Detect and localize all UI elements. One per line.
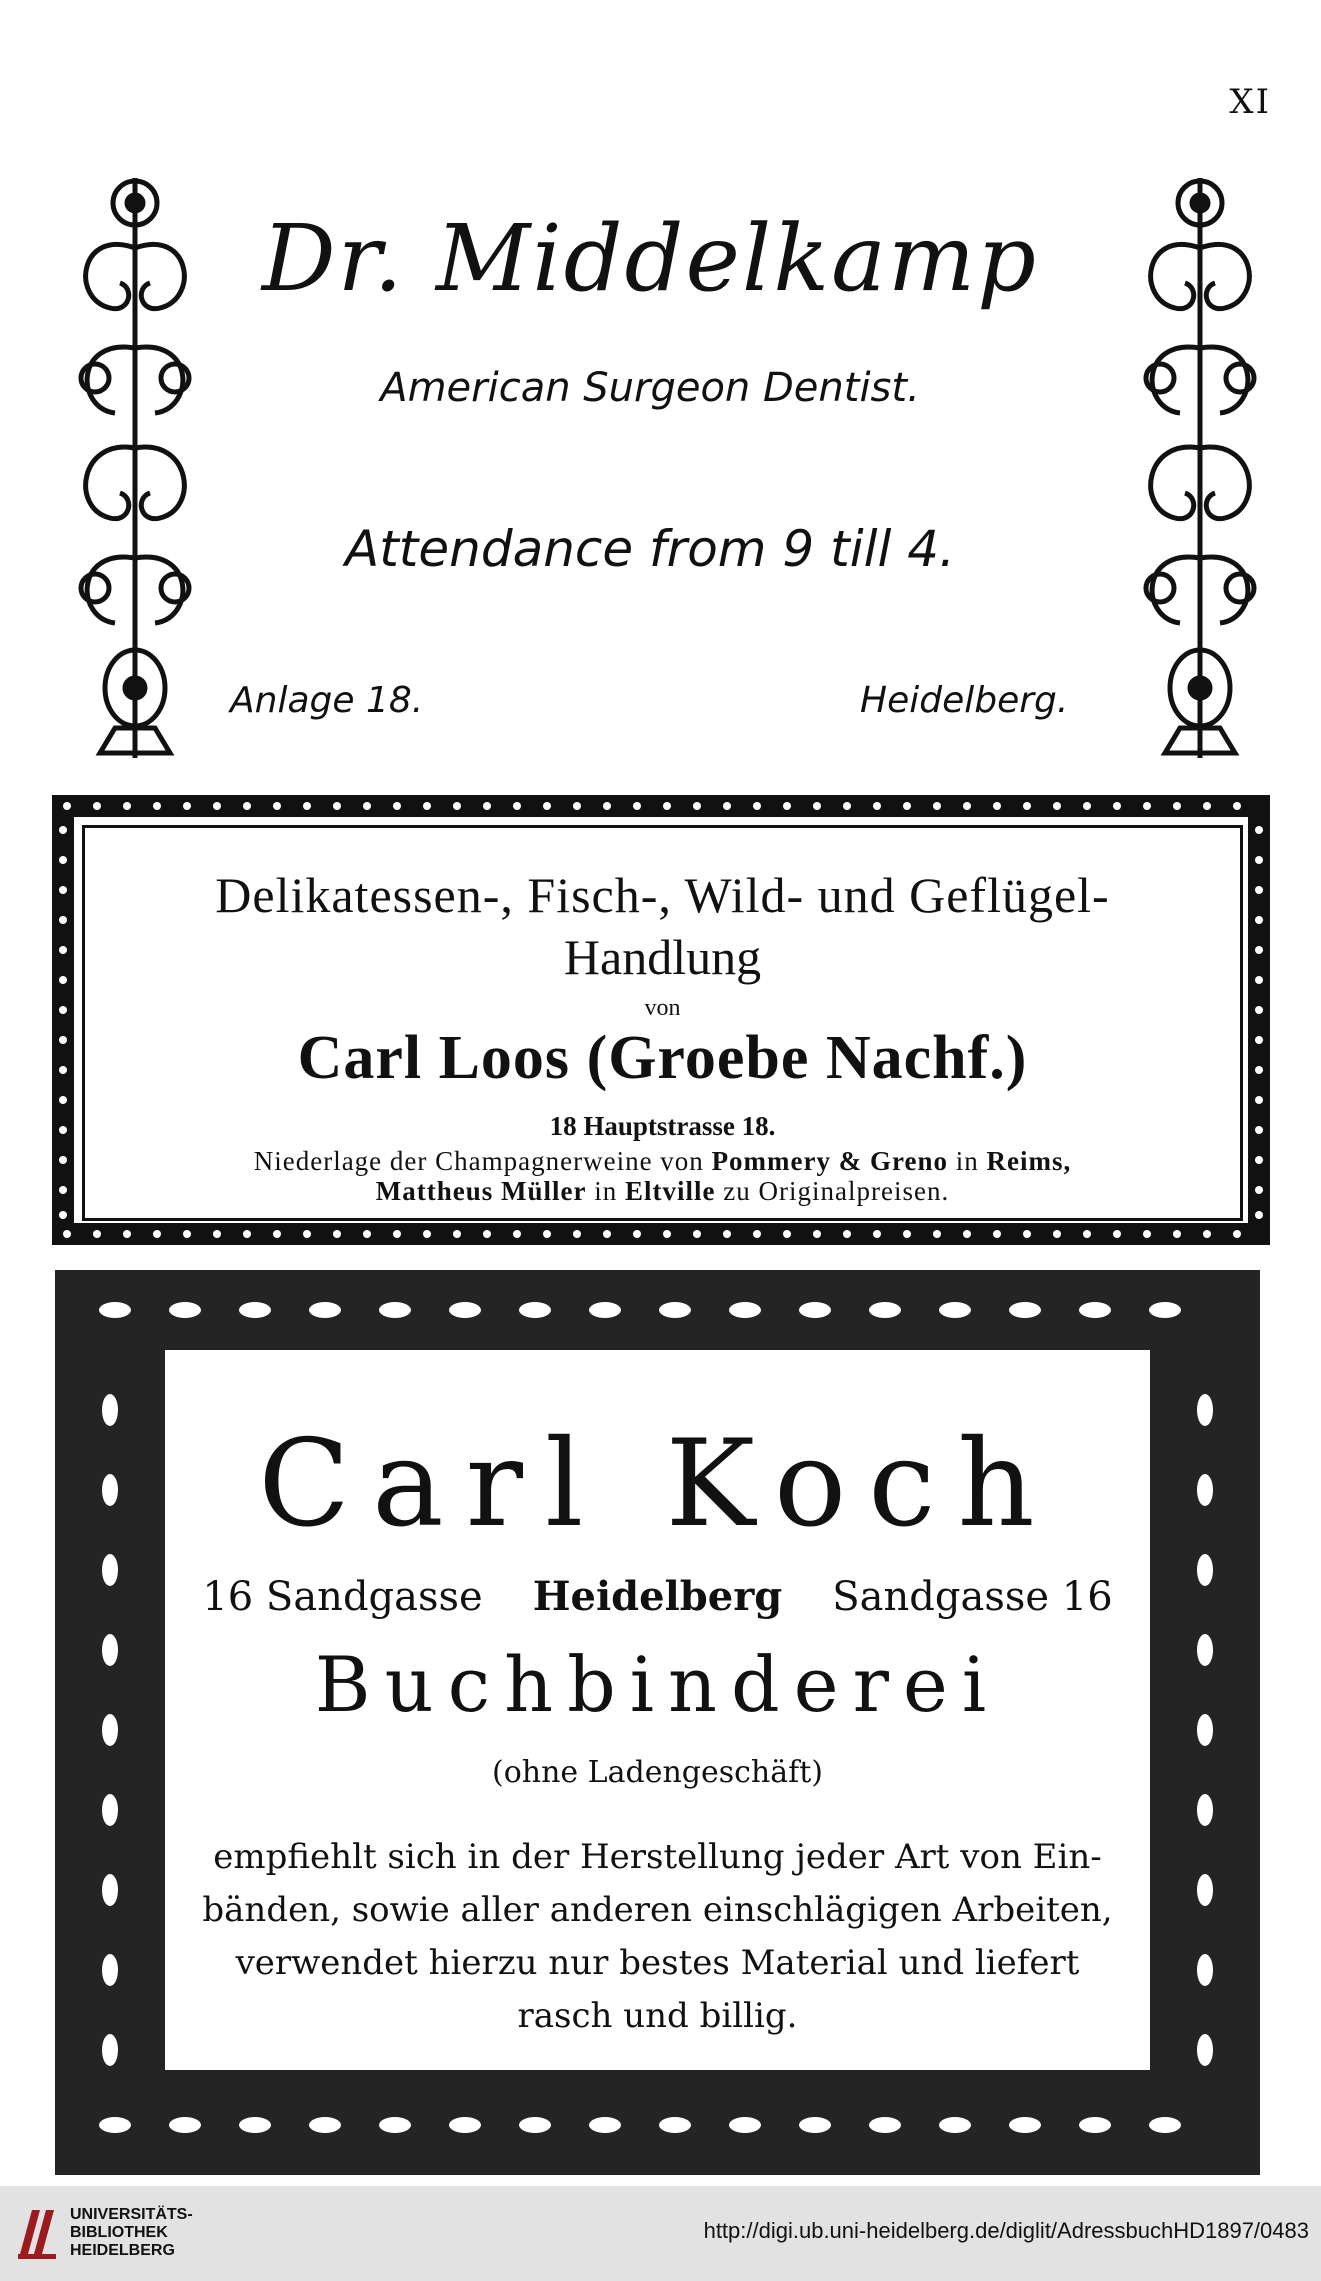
address-right: Sandgasse 16 xyxy=(832,1574,1113,1620)
institution-line-3: HEIDELBERG xyxy=(70,2242,175,2259)
merchant-name: Carl Loos (Groebe Nachf.) xyxy=(297,1024,1028,1092)
champagne-brand: Pommery & Greno xyxy=(711,1146,948,1176)
permalink-url[interactable]: http://digi.ub.uni-heidelberg.de/diglit/AdressbuchHD1897/0483 xyxy=(703,2218,1309,2243)
floral-ornament-right xyxy=(1125,168,1275,768)
trade-line-2: Handlung xyxy=(563,929,762,985)
city: Heidelberg xyxy=(532,1573,783,1620)
niederlage-line-1 xyxy=(85,1146,1240,1177)
page-number: XI xyxy=(1229,82,1271,122)
niederlage-text: Niederlage der Champagnerweine von xyxy=(253,1146,704,1176)
body-line-1: empfiehlt sich in der Herstellung jeder Art von Ein- xyxy=(213,1837,1102,1877)
street-address: Anlage 18. xyxy=(230,680,424,721)
niederlage-line-2 xyxy=(85,1176,1240,1207)
niederlage-in: in xyxy=(955,1146,979,1176)
decorative-border-right xyxy=(1248,815,1270,1225)
floral-ornament-left xyxy=(60,168,210,768)
trade-line-1: Delikatessen-, Fisch-, Wild- und Geflügel- xyxy=(215,867,1110,923)
institution-name xyxy=(70,2206,193,2260)
trade-title: Buchbinderei xyxy=(314,1640,1001,1729)
niederlage-price-note: zu Originalpreisen. xyxy=(723,1176,950,1206)
dentist-profession: American Surgeon Dentist. xyxy=(380,365,920,411)
champagne-city: Reims, xyxy=(986,1146,1072,1176)
decorative-border-left xyxy=(52,815,74,1225)
institution-line-1: UNIVERSITÄTS- xyxy=(70,2206,193,2223)
attendance-hours: Attendance from 9 till 4. xyxy=(344,520,955,578)
dentist-name: Dr. Middelkamp xyxy=(261,205,1039,312)
body-line-4: rasch und billig. xyxy=(517,1996,798,2036)
city: Heidelberg. xyxy=(860,680,1069,721)
buchbinderei-advertisement xyxy=(55,1270,1260,2175)
dentist-advertisement xyxy=(0,160,1321,775)
wine-city: Eltville xyxy=(625,1176,716,1206)
decorative-border-bottom xyxy=(52,1223,1270,1245)
niederlage-in: in xyxy=(594,1176,618,1206)
shop-note: (ohne Ladengeschäft) xyxy=(491,1755,823,1790)
body-line-3: verwendet hierzu nur bestes Material und liefert xyxy=(235,1943,1080,1983)
address-line xyxy=(55,1573,1260,1620)
university-library-logo-icon xyxy=(14,2204,62,2260)
institution-line-2: BIBLIOTHEK xyxy=(70,2224,168,2241)
address-left: 16 Sandgasse xyxy=(202,1574,483,1620)
delikatessen-frame xyxy=(82,825,1243,1221)
library-footer xyxy=(0,2186,1321,2281)
wine-brand: Mattheus Müller xyxy=(375,1176,587,1206)
delikatessen-advertisement xyxy=(52,795,1270,1245)
decorative-border-top xyxy=(52,795,1270,817)
von-label: von xyxy=(644,995,681,1021)
street-address: 18 Hauptstrasse 18. xyxy=(549,1111,776,1141)
bookbinder-name: Carl Koch xyxy=(258,1415,1057,1554)
body-line-2: bänden, sowie aller anderen einschlägigen Arbeiten, xyxy=(202,1890,1113,1930)
